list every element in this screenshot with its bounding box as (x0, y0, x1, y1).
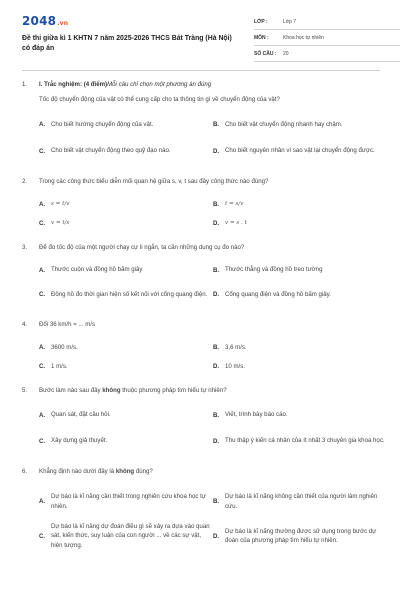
meta-value: Khoa học tự nhiên (283, 34, 324, 41)
question-number (22, 95, 39, 105)
option-text: Cho biết nguyên nhân vì sao vật lại chuyển động được. (225, 147, 375, 155)
question-5 (22, 386, 385, 456)
question-stem-part: thuộc phương pháp tìm hiểu tự nhiên? (120, 387, 227, 394)
question-stem: Tốc độ chuyển động của vật có thể cung cấp cho ta thông tin gì về chuyển động của vật? (39, 96, 280, 103)
question-stem-emphasis: không (102, 387, 121, 394)
option-letter: A. (39, 411, 46, 419)
option-letter: D. (213, 532, 220, 540)
questions-content (22, 80, 385, 554)
question-number: 6. (22, 468, 28, 475)
logo-text: 2048 (22, 14, 57, 28)
question-2 (22, 177, 380, 233)
option-c[interactable] (39, 518, 213, 554)
question-text (22, 177, 380, 187)
option-a[interactable] (39, 114, 213, 135)
option-d[interactable] (213, 135, 387, 167)
option-b[interactable] (213, 260, 387, 280)
option-text: Quan sát, đặt câu hỏi. (51, 411, 111, 419)
option-text: Thước thẳng và đồng hồ treo tường (225, 266, 323, 274)
option-letter: A. (39, 266, 46, 274)
meta-value: 20 (283, 50, 289, 57)
meta-key: LỚP : (254, 18, 268, 25)
option-text: Dự báo là kĩ năng thường được sử dụng trong bước dự đoán của phương pháp tìm hiểu tự nhiên. (225, 527, 377, 544)
option-b[interactable] (213, 195, 387, 214)
question-text (22, 320, 380, 330)
question-text (22, 95, 380, 105)
question-3 (22, 243, 380, 309)
section-heading (22, 80, 380, 90)
option-text: Đồng hồ đo thời gian hiện số kết nối với cổng quang điện. (51, 290, 208, 298)
answer-options (39, 404, 385, 456)
logo-domain: .vn (57, 20, 69, 27)
question-number: 3. (22, 244, 28, 251)
option-text: 10 m/s. (225, 362, 245, 370)
option-formula: v = t/s (51, 219, 70, 226)
option-d[interactable] (213, 518, 387, 554)
option-letter: C. (39, 147, 46, 155)
section-instruction: Mỗi câu chỉ chọn một phương án đúng (107, 81, 212, 88)
option-letter: D. (213, 220, 220, 227)
question-stem: Trong các công thức biểu diễn mối quan hệ giữa s, v, t sau đây công thức nào đúng? (39, 178, 269, 185)
question-stem (39, 386, 227, 396)
question-stem: Đổi 36 km/h = ... m/s (39, 321, 96, 328)
question-stem-part: Khẳng định nào dưới đây là (39, 468, 116, 475)
meta-value: Lớp 7 (283, 18, 297, 25)
option-text: Cổng quang điện và đồng hồ bấm giây. (225, 290, 331, 298)
option-letter: B. (213, 344, 220, 351)
option-text: 3,6 m/s. (225, 343, 247, 351)
option-b[interactable] (213, 338, 387, 357)
option-text: Cho biết vật chuyển động theo quỹ đạo nào. (51, 147, 171, 155)
option-d[interactable] (213, 280, 387, 309)
option-formula: s = t/v (51, 200, 70, 207)
option-c[interactable] (39, 135, 213, 167)
option-b[interactable] (213, 404, 387, 426)
option-letter: D. (213, 147, 220, 155)
question-number: 4. (22, 321, 28, 328)
option-letter: A. (39, 344, 46, 351)
option-formula: v = s . t (225, 219, 247, 226)
option-letter: D. (213, 437, 220, 445)
meta-key: SỐ CÂU : (254, 50, 277, 57)
option-text: Dự báo là kĩ năng không cần thiết của người làm nghiên cứu. (225, 493, 378, 510)
option-c[interactable] (39, 214, 213, 233)
option-b[interactable] (213, 485, 387, 518)
answer-options (39, 195, 380, 233)
option-letter: C. (39, 291, 46, 298)
option-letter: B. (213, 266, 220, 274)
option-formula: t = s/v (225, 200, 244, 207)
option-letter: B. (213, 498, 220, 505)
answer-options (39, 114, 380, 167)
answer-options (39, 260, 380, 309)
question-text (22, 243, 380, 253)
option-letter: C. (39, 532, 46, 540)
option-text: 1 m/s. (51, 362, 68, 370)
meta-row-subject (254, 30, 400, 46)
meta-row-count (254, 46, 400, 62)
question-number: 1. (22, 81, 28, 88)
question-stem-emphasis: không (115, 468, 135, 475)
option-text: Dự báo là kĩ năng dự đoán điều gì sẽ xảy ra dựa vào quan sát, kiến thức, suy luận của con người ... về các sự vật, hiện tượng. (51, 522, 210, 549)
header-divider (22, 70, 380, 71)
option-c[interactable] (39, 280, 213, 309)
option-letter: B. (213, 201, 220, 208)
option-c[interactable] (39, 357, 213, 376)
question-stem-part: Bước làm nào sau đây (39, 387, 103, 394)
document-title: Đề thi giữa kì 1 KHTN 7 năm 2025-2026 THCS Bát Tràng (Hà Nội) có đáp án (22, 35, 232, 52)
question-6 (22, 467, 380, 554)
meta-key: MÔN : (254, 34, 269, 41)
option-d[interactable] (213, 214, 387, 233)
question-stem: Để đo tốc độ của một người chạy cự li ngắn, ta cần những dụng cụ đo nào? (39, 244, 245, 251)
option-a[interactable] (39, 338, 213, 357)
question-number: 2. (22, 178, 28, 185)
option-text: Xây dựng giả thuyết. (51, 437, 108, 445)
meta-row-class (254, 14, 400, 30)
option-a[interactable] (39, 260, 213, 280)
option-b[interactable] (213, 114, 387, 135)
question-4 (22, 320, 380, 376)
question-number: 5. (22, 387, 28, 394)
option-text: Dự báo là kĩ năng cần thiết trong nghiên cứu khoa học tự nhiên. (51, 493, 206, 510)
option-letter: A. (39, 498, 46, 505)
option-letter: B. (213, 121, 220, 128)
option-text: Cho biết vật chuyển động nhanh hay chậm. (225, 120, 343, 128)
option-letter: C. (39, 437, 46, 445)
question-stem-part: đúng? (134, 468, 153, 475)
option-letter: C. (39, 220, 46, 227)
option-d[interactable] (213, 357, 387, 376)
option-text: Thước cuộn và đồng hồ bấm giây (51, 266, 143, 274)
option-letter: C. (39, 363, 46, 370)
option-letter: D. (213, 291, 220, 298)
option-letter: A. (39, 201, 46, 208)
document-header (22, 14, 382, 64)
section-title: I. Trắc nghiệm: (4 điểm) (39, 81, 108, 88)
option-d[interactable] (213, 426, 387, 456)
option-letter: D. (213, 363, 220, 370)
question-text (22, 467, 380, 477)
option-letter: B. (213, 411, 220, 419)
question-1 (22, 95, 380, 167)
option-text: Viết, trình bày báo cáo. (225, 411, 288, 419)
option-a[interactable] (39, 195, 213, 214)
site-logo[interactable] (22, 14, 68, 28)
option-text: Cho biết hướng chuyển động của vật. (51, 120, 154, 128)
meta-info (254, 14, 400, 62)
option-letter: A. (39, 121, 46, 128)
option-c[interactable] (39, 426, 213, 456)
option-text: Thu thập ý kiến cá nhân của ít nhất 3 chuyên gia khoa học. (225, 437, 385, 445)
option-text: 3600 m/s. (51, 343, 78, 351)
option-a[interactable] (39, 485, 213, 518)
question-text (22, 386, 380, 396)
answer-options (39, 485, 380, 554)
question-stem (39, 467, 153, 477)
answer-options (39, 338, 380, 376)
option-a[interactable] (39, 404, 213, 426)
section-heading-text (39, 80, 211, 90)
